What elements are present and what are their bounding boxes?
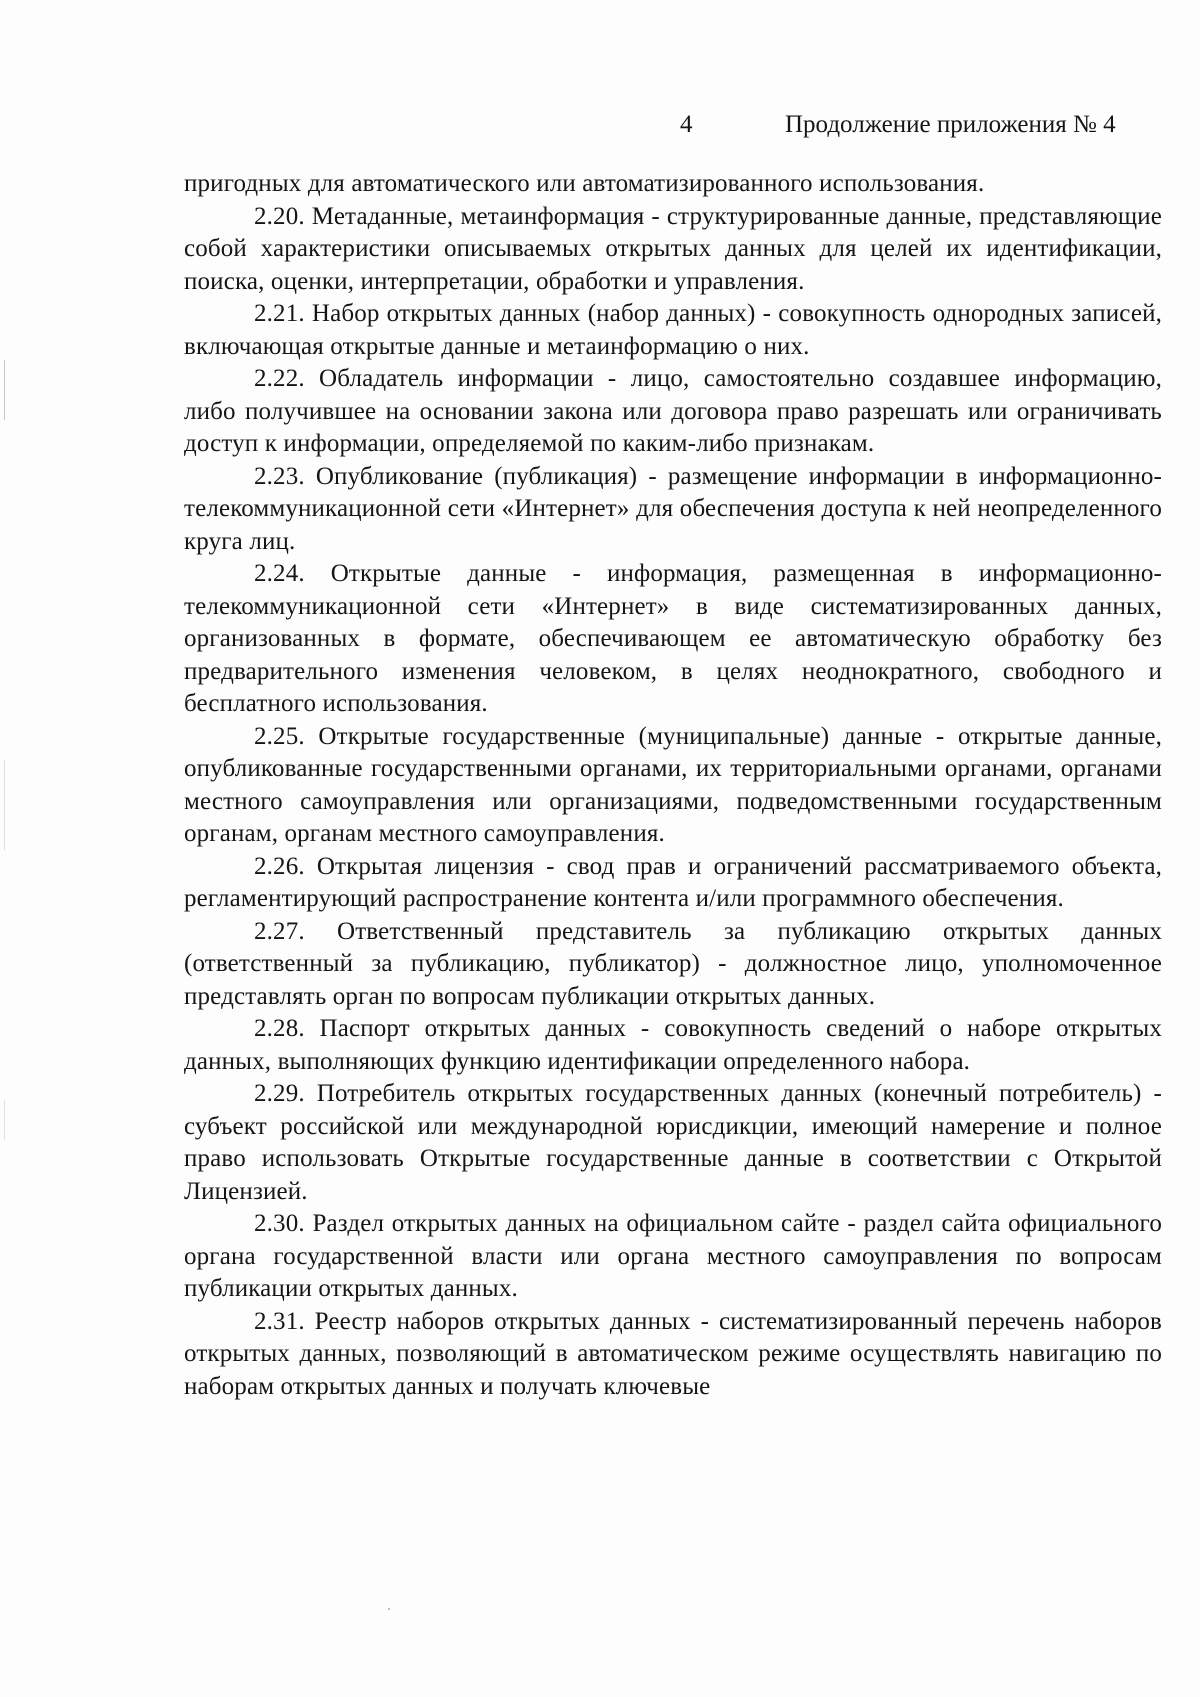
- scan-artifact: [4, 1100, 5, 1140]
- paragraph: 2.31. Реестр наборов открытых данных - систематизированный перечень наборов открытых данных, позволяющий в автоматическом режиме осуществлять навигацию по наборам открытых данных и получать ключевые: [184, 1307, 1162, 1400]
- paragraph: 2.24. Открытые данные - информация, размещенная в информационно-телекоммуникационной сети «Интернет» в виде систематизированных данных, организованных в формате, обеспечивающем ее автоматическую обработку без предварительного изменения человеком, в целях неоднократного, свободного и бесплатного использования.: [184, 560, 1162, 717]
- scan-artifact: [388, 1608, 390, 1610]
- paragraph: 2.29. Потребитель открытых государственных данных (конечный потребитель) - субъект российской или международной юрисдикции, имеющий намерение и полное право использовать Открытые государственные данные в соответствии с Открытой Лицензией.: [184, 1080, 1162, 1205]
- document-body: [184, 168, 1162, 1403]
- paragraph: 2.23. Опубликование (публикация) - размещение информации в информационно-телекоммуникационной сети «Интернет» для обеспечения доступа к ней неопределенного круга лиц.: [184, 462, 1162, 555]
- paragraph: 2.28. Паспорт открытых данных - совокупность сведений о наборе открытых данных, выполняющих функцию идентификации определенного набора.: [184, 1015, 1162, 1075]
- scan-artifact: [4, 360, 5, 420]
- paragraph: 2.25. Открытые государственные (муниципальные) данные - открытые данные, опубликованные государственными органами, их территориальными органами, органами местного самоуправления или организациями, подведомственными государственным органам, органам местного самоуправления.: [184, 722, 1162, 847]
- paragraph: 2.21. Набор открытых данных (набор данных) - совокупность однородных записей, включающая открытые данные и метаинформацию о них.: [184, 300, 1162, 360]
- scan-artifact: [4, 760, 5, 850]
- page-number: 4: [680, 111, 693, 138]
- paragraph: пригодных для автоматического или автоматизированного использования.: [184, 170, 985, 197]
- paragraph: 2.30. Раздел открытых данных на официальном сайте - раздел сайта официального органа государственной власти или органа местного самоуправления по вопросам публикации открытых данных.: [184, 1210, 1162, 1302]
- header-title: Продолжение приложения № 4: [785, 111, 1116, 138]
- paragraph: 2.27. Ответственный представитель за публикацию открытых данных (ответственный за публикацию, публикатор) - должностное лицо, уполномоченное представлять орган по вопросам публикации открытых данных.: [184, 917, 1162, 1010]
- paragraph: 2.26. Открытая лицензия - свод прав и ограничений рассматриваемого объекта, регламентирующий распространение контента и/или программного обеспечения.: [184, 852, 1162, 912]
- page-header: [0, 108, 1200, 142]
- paragraph: 2.22. Обладатель информации - лицо, самостоятельно создавшее информацию, либо получившее на основании закона или договора право разрешать или ограничивать доступ к информации, определяемой по каким-либо признакам.: [184, 365, 1162, 457]
- paragraph: 2.20. Метаданные, метаинформация - структурированные данные, представляющие собой характеристики описываемых открытых данных для целей их идентификации, поиска, оценки, интерпретации, обработки и управления.: [184, 202, 1162, 295]
